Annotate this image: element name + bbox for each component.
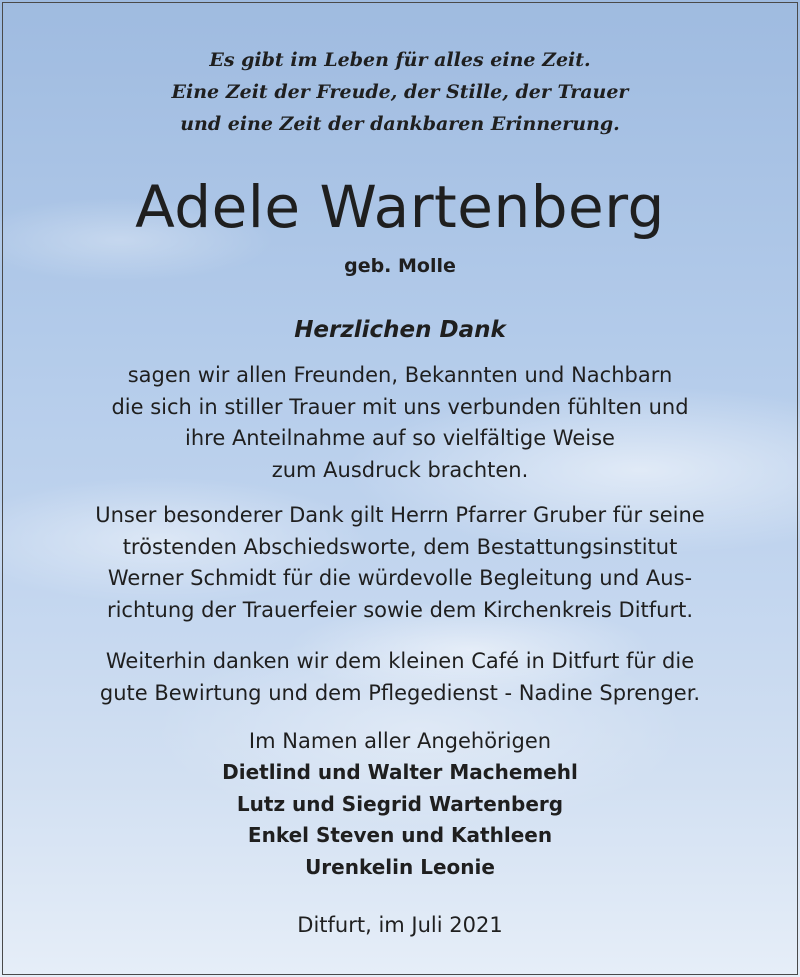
motto-verse [0,44,800,140]
signature-intro: Im Namen aller Angehörigen [248,729,552,753]
paragraph-line: tröstenden Abschiedsworte, dem Bestattungsinstitut [122,534,678,559]
paragraph-line: Werner Schmidt für die würdevolle Begleitung und Aus- [107,566,693,590]
signer-name: Urenkelin Leonie [305,854,495,879]
paragraph-line: Unser besonderer Dank gilt Herrn Pfarrer Gruber für seine [95,503,705,527]
signature-names [0,757,800,883]
signer-name: Lutz und Siegrid Wartenberg [236,791,564,816]
thanks-heading: Herzlichen Dank [294,317,506,343]
further-thanks-paragraph [0,646,800,709]
motto-line: und eine Zeit der dankbaren Erinnerung. [180,113,620,135]
paragraph-line: richtung der Trauerfeier sowie dem Kirchenkreis Ditfurt. [106,597,694,622]
signer-name: Enkel Steven und Kathleen [247,823,553,847]
motto-line: Es gibt im Leben für alles eine Zeit. [209,49,591,71]
paragraph-line: sagen wir allen Freunden, Bekannten und Nachbarn [127,363,673,387]
thanks-paragraph [0,360,800,486]
motto-line: Eine Zeit der Freude, der Stille, der Trauer [171,81,629,103]
special-thanks-paragraph [0,500,800,626]
place-and-date: Ditfurt, im Juli 2021 [297,913,503,937]
birth-name: geb. Molle [344,255,456,277]
signer-name: Dietlind und Walter Machemehl [222,760,578,784]
paragraph-line: die sich in stiller Trauer mit uns verbunden fühlten und [111,394,689,419]
paragraph-line: Weiterhin danken wir dem kleinen Café in Ditfurt für die [105,649,695,673]
paragraph-line: ihre Anteilnahme auf so vielfältige Weise [185,426,615,450]
deceased-name: Adele Wartenberg [135,173,665,241]
paragraph-line: zum Ausdruck brachten. [271,457,529,482]
paragraph-line: gute Bewirtung und dem Pflegedienst - Nadine Sprenger. [99,680,701,705]
